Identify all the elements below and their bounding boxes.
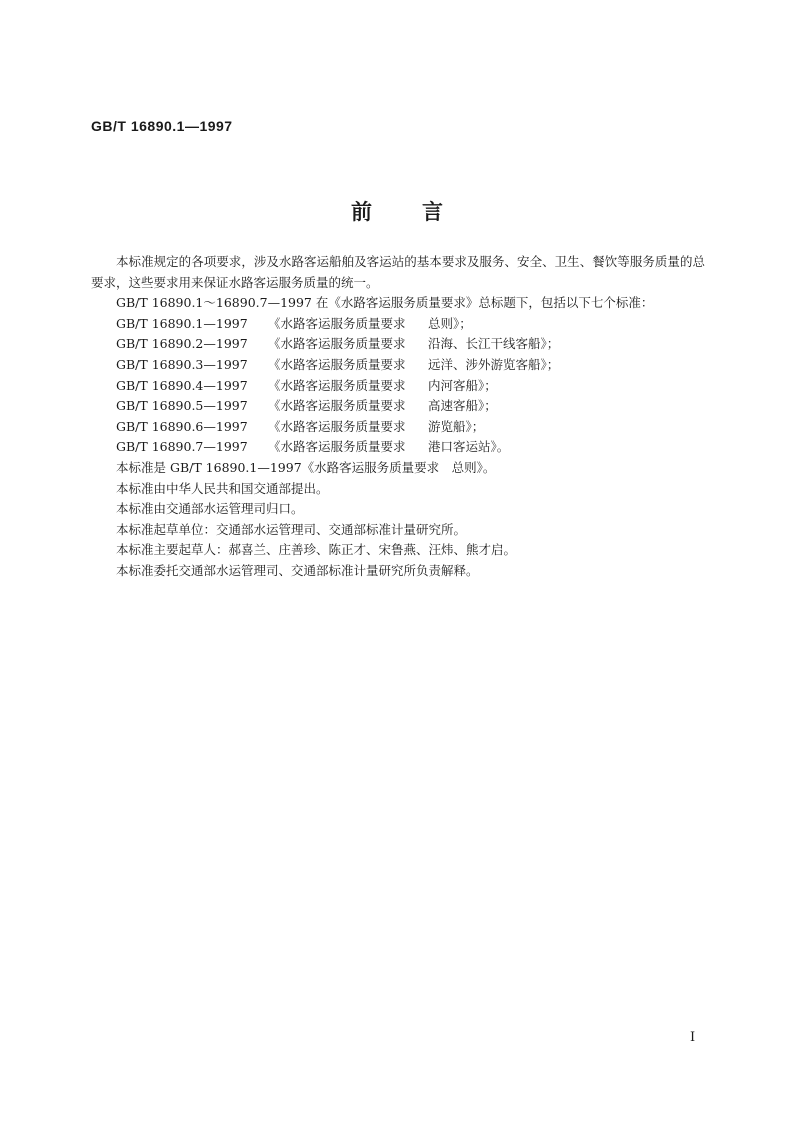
part-title: 《水路客运服务质量要求 <box>268 336 406 352</box>
part-title: 《水路客运服务质量要求 <box>268 398 406 414</box>
standard-code: GB/T 16890.1—1997 <box>91 118 233 134</box>
part-subtitle: 总则》； <box>428 315 472 331</box>
part-title: 《水路客运服务质量要求 <box>268 439 406 455</box>
part-code: GB/T 16890.3—1997 <box>116 356 248 372</box>
page-number: I <box>690 1030 696 1045</box>
part-title: 《水路客运服务质量要求 <box>268 377 406 393</box>
statement-line: 本标准是 GB/T 16890.1—1997《水路客运服务质量要求 总则》。 <box>116 459 496 475</box>
part-entry <box>91 417 705 438</box>
part-subtitle: 游览船》； <box>428 418 485 434</box>
part-title: 《水路客运服务质量要求 <box>268 418 406 434</box>
foreword-body <box>91 252 705 582</box>
part-code: GB/T 16890.5—1997 <box>116 398 248 414</box>
series-intro: GB/T 16890.1～16890.7—1997 在《水路客运服务质量要求》总标题下，包括以下七个标准： <box>116 295 654 311</box>
part-code: GB/T 16890.7—1997 <box>116 439 248 455</box>
title-char-1: 前 <box>351 200 372 224</box>
part-entry <box>91 314 705 335</box>
statement-line: 本标准由交通部水运管理司归口。 <box>116 501 304 517</box>
part-title: 《水路客运服务质量要求 <box>268 315 406 331</box>
statement-line: 本标准主要起草人：郝喜兰、庄善珍、陈正才、宋鲁燕、汪炜、熊才启。 <box>116 542 517 558</box>
title-char-2: 言 <box>422 200 443 224</box>
part-subtitle: 远洋、涉外游览客船》； <box>428 356 560 372</box>
part-entry <box>91 437 705 458</box>
part-title: 《水路客运服务质量要求 <box>268 356 406 372</box>
part-code: GB/T 16890.4—1997 <box>116 377 248 393</box>
part-entry <box>91 334 705 355</box>
part-code: GB/T 16890.6—1997 <box>116 418 248 434</box>
page-title <box>0 196 794 226</box>
part-subtitle: 港口客运站》。 <box>428 439 510 455</box>
part-subtitle: 沿海、长江干线客船》； <box>428 336 560 352</box>
part-entry <box>91 355 705 376</box>
part-code: GB/T 16890.2—1997 <box>116 336 248 352</box>
part-entry <box>91 396 705 417</box>
statement-line: 本标准起草单位：交通部水运管理司、交通部标准计量研究所。 <box>116 521 467 537</box>
part-code: GB/T 16890.1—1997 <box>116 315 248 331</box>
part-subtitle: 内河客船》； <box>428 377 497 393</box>
part-subtitle: 高速客船》； <box>428 398 497 414</box>
statement-line: 本标准由中华人民共和国交通部提出。 <box>116 480 329 496</box>
intro-paragraph: 本标准规定的各项要求，涉及水路客运船舶及客运站的基本要求及服务、安全、卫生、餐饮等服务质量的总要求，这些要求用来保证水路客运服务质量的统一。 <box>91 254 705 290</box>
statement-line: 本标准委托交通部水运管理司、交通部标准计量研究所负责解释。 <box>116 562 479 578</box>
part-entry <box>91 376 705 397</box>
